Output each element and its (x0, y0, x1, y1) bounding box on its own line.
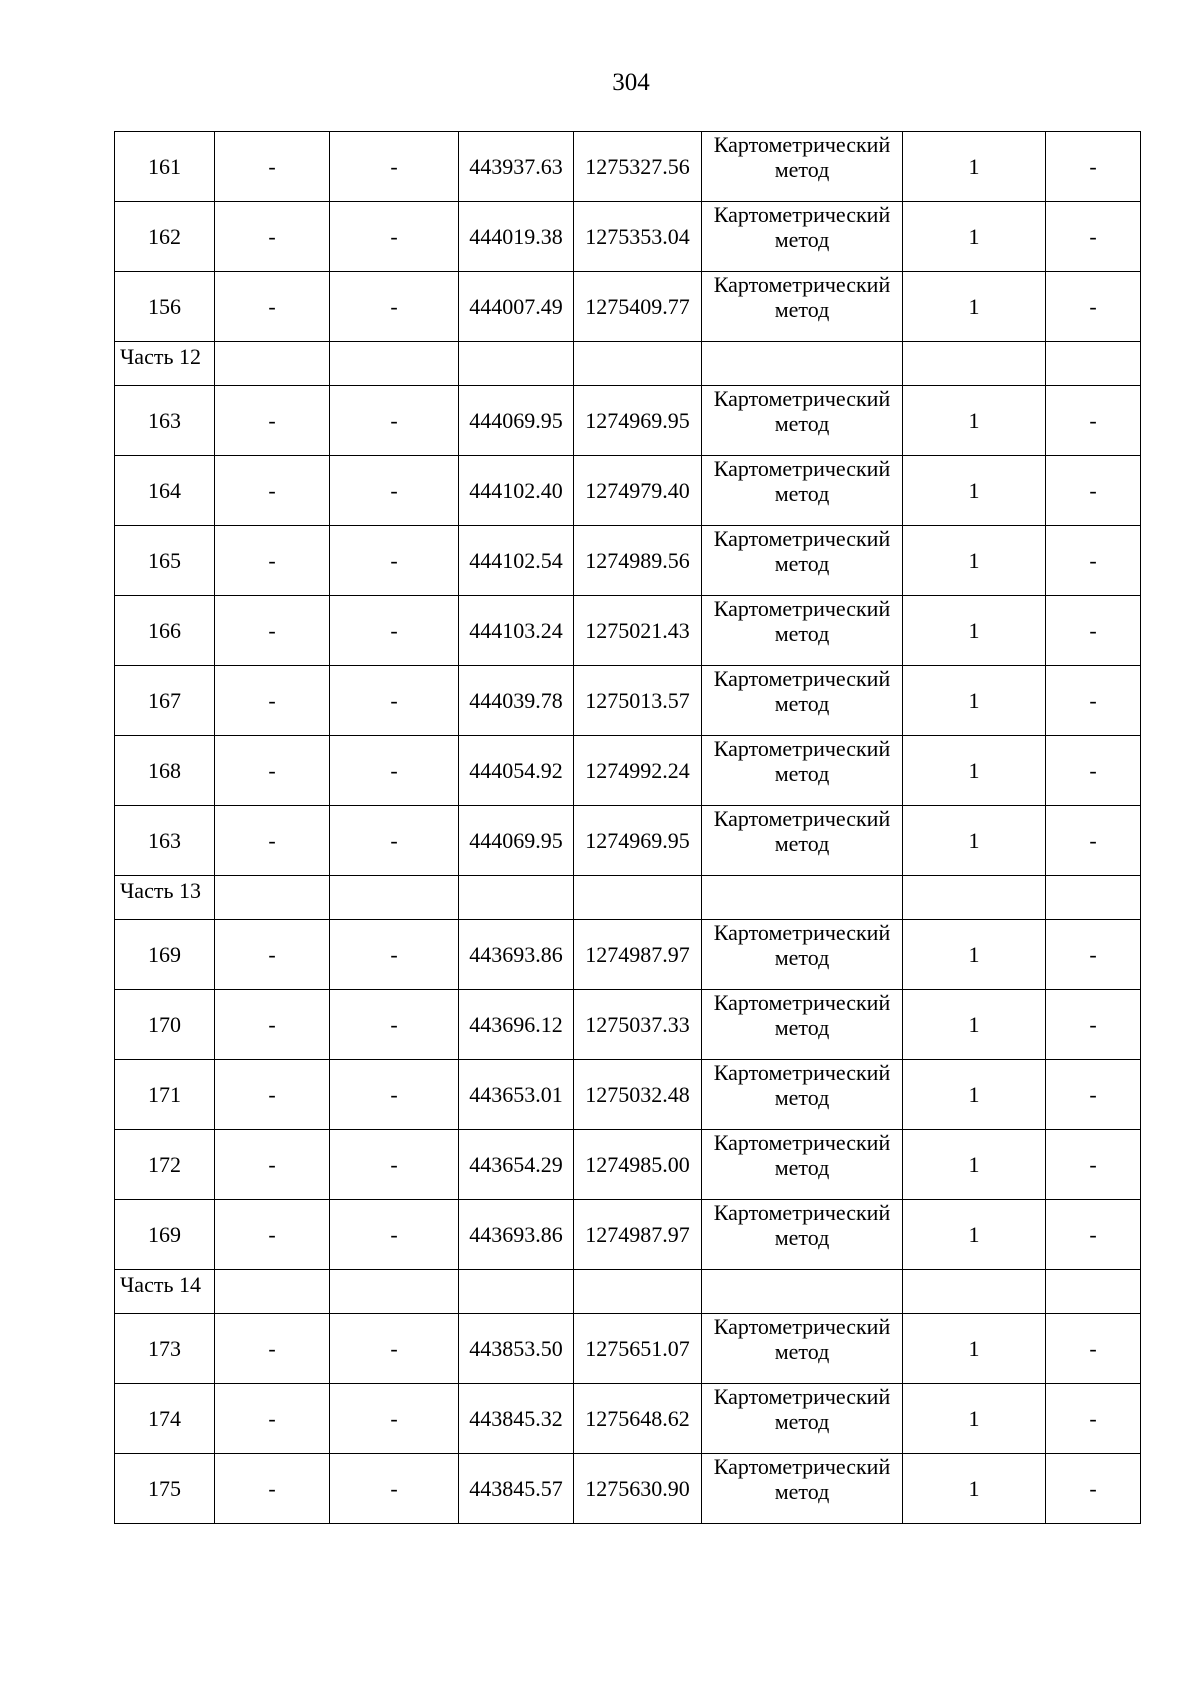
empty-cell (1046, 342, 1141, 386)
cell-dash: - (215, 596, 330, 666)
coordinate-x: 443853.50 (459, 1314, 574, 1384)
cell-dash: - (1046, 736, 1141, 806)
coordinate-y: 1275651.07 (574, 1314, 702, 1384)
method-line-2: метод (774, 481, 830, 506)
table-row (115, 526, 1141, 596)
cell-dash: - (1046, 1130, 1141, 1200)
accuracy-value: 1 (903, 736, 1046, 806)
empty-cell (459, 876, 574, 920)
accuracy-value: 1 (903, 1060, 1046, 1130)
table-row (115, 1060, 1141, 1130)
table-row (115, 990, 1141, 1060)
method-cell (702, 990, 903, 1060)
method-cell (702, 736, 903, 806)
cell-dash: - (1046, 1454, 1141, 1524)
method-cell (702, 1130, 903, 1200)
accuracy-value: 1 (903, 1200, 1046, 1270)
method-line-2: метод (774, 621, 830, 646)
coordinate-x: 443653.01 (459, 1060, 574, 1130)
method-line-2: метод (774, 691, 830, 716)
coordinate-x: 443937.63 (459, 132, 574, 202)
point-number: 164 (115, 456, 215, 526)
method-line-1: Картометрический (713, 1130, 891, 1155)
point-number: 165 (115, 526, 215, 596)
point-number: 174 (115, 1384, 215, 1454)
method-cell (702, 1454, 903, 1524)
point-number: 173 (115, 1314, 215, 1384)
table-row (115, 1130, 1141, 1200)
cell-dash: - (330, 666, 459, 736)
cell-dash: - (215, 1200, 330, 1270)
cell-dash: - (330, 596, 459, 666)
point-number: 156 (115, 272, 215, 342)
coordinate-y: 1274979.40 (574, 456, 702, 526)
cell-dash: - (215, 1454, 330, 1524)
empty-cell (1046, 876, 1141, 920)
cell-dash: - (1046, 456, 1141, 526)
method-cell (702, 596, 903, 666)
method-line-2: метод (774, 551, 830, 576)
method-line-1: Картометрический (713, 1200, 891, 1225)
part-header-row (115, 876, 1141, 920)
table-row (115, 1384, 1141, 1454)
empty-cell (702, 1270, 903, 1314)
empty-cell (330, 876, 459, 920)
point-number: 169 (115, 920, 215, 990)
cell-dash: - (330, 202, 459, 272)
empty-cell (215, 876, 330, 920)
method-cell (702, 132, 903, 202)
method-line-2: метод (774, 227, 830, 252)
cell-dash: - (215, 456, 330, 526)
cell-dash: - (330, 1314, 459, 1384)
coordinate-x: 443845.57 (459, 1454, 574, 1524)
coordinate-y: 1275630.90 (574, 1454, 702, 1524)
method-line-2: метод (774, 1225, 830, 1250)
method-line-2: метод (774, 1339, 830, 1364)
coordinate-y: 1275032.48 (574, 1060, 702, 1130)
coordinate-y: 1274987.97 (574, 920, 702, 990)
cell-dash: - (215, 666, 330, 736)
coordinate-y: 1275353.04 (574, 202, 702, 272)
coordinate-y: 1275021.43 (574, 596, 702, 666)
method-line-1: Картометрический (713, 596, 891, 621)
coordinate-x: 444007.49 (459, 272, 574, 342)
method-line-2: метод (774, 1085, 830, 1110)
cell-dash: - (215, 132, 330, 202)
point-number: 172 (115, 1130, 215, 1200)
part-header-row (115, 1270, 1141, 1314)
point-number: 163 (115, 386, 215, 456)
table-row (115, 1454, 1141, 1524)
point-number: 169 (115, 1200, 215, 1270)
coordinate-y: 1274969.95 (574, 386, 702, 456)
cell-dash: - (1046, 1384, 1141, 1454)
coordinate-x: 444069.95 (459, 806, 574, 876)
cell-dash: - (1046, 666, 1141, 736)
point-number: 168 (115, 736, 215, 806)
cell-dash: - (215, 920, 330, 990)
method-line-1: Картометрический (713, 526, 891, 551)
method-line-2: метод (774, 157, 830, 182)
method-line-2: метод (774, 411, 830, 436)
method-cell (702, 1200, 903, 1270)
coordinate-x: 443696.12 (459, 990, 574, 1060)
point-number: 175 (115, 1454, 215, 1524)
accuracy-value: 1 (903, 202, 1046, 272)
method-cell (702, 806, 903, 876)
point-number: 163 (115, 806, 215, 876)
part-header-row (115, 342, 1141, 386)
method-cell (702, 1384, 903, 1454)
coordinate-x: 443693.86 (459, 1200, 574, 1270)
method-line-1: Картометрический (713, 920, 891, 945)
cell-dash: - (330, 1454, 459, 1524)
cell-dash: - (1046, 1060, 1141, 1130)
accuracy-value: 1 (903, 990, 1046, 1060)
cell-dash: - (330, 1384, 459, 1454)
coordinate-y: 1274989.56 (574, 526, 702, 596)
coordinate-y: 1274992.24 (574, 736, 702, 806)
cell-dash: - (330, 456, 459, 526)
table-row (115, 806, 1141, 876)
coordinate-y: 1275037.33 (574, 990, 702, 1060)
accuracy-value: 1 (903, 596, 1046, 666)
method-line-1: Картометрический (713, 1314, 891, 1339)
table-row (115, 1200, 1141, 1270)
accuracy-value: 1 (903, 386, 1046, 456)
empty-cell (1046, 1270, 1141, 1314)
method-line-2: метод (774, 831, 830, 856)
cell-dash: - (330, 386, 459, 456)
point-number: 171 (115, 1060, 215, 1130)
method-line-1: Картометрический (713, 1454, 891, 1479)
method-cell (702, 526, 903, 596)
cell-dash: - (1046, 806, 1141, 876)
method-line-1: Картометрический (713, 456, 891, 481)
empty-cell (330, 342, 459, 386)
coordinate-y: 1274987.97 (574, 1200, 702, 1270)
method-line-1: Картометрический (713, 132, 891, 157)
method-cell (702, 456, 903, 526)
table-row (115, 132, 1141, 202)
cell-dash: - (1046, 1200, 1141, 1270)
cell-dash: - (1046, 386, 1141, 456)
coordinate-y: 1275409.77 (574, 272, 702, 342)
accuracy-value: 1 (903, 666, 1046, 736)
table-body (115, 132, 1141, 1524)
cell-dash: - (330, 526, 459, 596)
coordinate-x: 444103.24 (459, 596, 574, 666)
empty-cell (330, 1270, 459, 1314)
accuracy-value: 1 (903, 1130, 1046, 1200)
part-label: Часть 14 (115, 1270, 215, 1314)
table-row (115, 386, 1141, 456)
coordinate-y: 1275013.57 (574, 666, 702, 736)
cell-dash: - (330, 1060, 459, 1130)
coordinate-x: 444019.38 (459, 202, 574, 272)
point-number: 170 (115, 990, 215, 1060)
page-number: 304 (612, 69, 650, 96)
cell-dash: - (215, 1314, 330, 1384)
empty-cell (903, 1270, 1046, 1314)
method-cell (702, 666, 903, 736)
method-line-1: Картометрический (713, 272, 891, 297)
point-number: 167 (115, 666, 215, 736)
table-row (115, 736, 1141, 806)
point-number: 161 (115, 132, 215, 202)
empty-cell (215, 1270, 330, 1314)
cell-dash: - (1046, 990, 1141, 1060)
method-line-2: метод (774, 1155, 830, 1180)
coordinate-x: 444102.40 (459, 456, 574, 526)
part-label: Часть 13 (115, 876, 215, 920)
empty-cell (903, 876, 1046, 920)
cell-dash: - (330, 736, 459, 806)
method-line-1: Картометрический (713, 386, 891, 411)
cell-dash: - (1046, 920, 1141, 990)
cell-dash: - (330, 132, 459, 202)
accuracy-value: 1 (903, 526, 1046, 596)
coordinate-x: 443845.32 (459, 1384, 574, 1454)
cell-dash: - (1046, 202, 1141, 272)
accuracy-value: 1 (903, 272, 1046, 342)
empty-cell (702, 876, 903, 920)
cell-dash: - (215, 386, 330, 456)
accuracy-value: 1 (903, 806, 1046, 876)
accuracy-value: 1 (903, 456, 1046, 526)
cell-dash: - (215, 272, 330, 342)
coordinates-table (114, 131, 1141, 1524)
cell-dash: - (1046, 526, 1141, 596)
cell-dash: - (1046, 596, 1141, 666)
method-cell (702, 1314, 903, 1384)
accuracy-value: 1 (903, 1314, 1046, 1384)
table-row (115, 1314, 1141, 1384)
method-line-1: Картометрический (713, 666, 891, 691)
cell-dash: - (330, 1200, 459, 1270)
method-cell (702, 1060, 903, 1130)
empty-cell (459, 342, 574, 386)
method-line-1: Картометрический (713, 736, 891, 761)
empty-cell (574, 876, 702, 920)
coordinate-x: 444039.78 (459, 666, 574, 736)
method-cell (702, 386, 903, 456)
table-row (115, 596, 1141, 666)
method-line-2: метод (774, 297, 830, 322)
table-row (115, 456, 1141, 526)
empty-cell (574, 1270, 702, 1314)
cell-dash: - (1046, 272, 1141, 342)
table-row (115, 920, 1141, 990)
accuracy-value: 1 (903, 1384, 1046, 1454)
cell-dash: - (215, 1384, 330, 1454)
cell-dash: - (330, 990, 459, 1060)
coordinate-x: 444102.54 (459, 526, 574, 596)
coordinate-y: 1274969.95 (574, 806, 702, 876)
point-number: 166 (115, 596, 215, 666)
table-row (115, 202, 1141, 272)
point-number: 162 (115, 202, 215, 272)
method-line-2: метод (774, 1409, 830, 1434)
cell-dash: - (215, 736, 330, 806)
method-cell (702, 272, 903, 342)
cell-dash: - (215, 990, 330, 1060)
cell-dash: - (330, 1130, 459, 1200)
accuracy-value: 1 (903, 132, 1046, 202)
coordinate-x: 444069.95 (459, 386, 574, 456)
empty-cell (574, 342, 702, 386)
table-row (115, 272, 1141, 342)
cell-dash: - (330, 920, 459, 990)
cell-dash: - (1046, 1314, 1141, 1384)
method-line-1: Картометрический (713, 806, 891, 831)
empty-cell (459, 1270, 574, 1314)
cell-dash: - (215, 1130, 330, 1200)
cell-dash: - (1046, 132, 1141, 202)
method-line-2: метод (774, 761, 830, 786)
coordinate-x: 443654.29 (459, 1130, 574, 1200)
empty-cell (702, 342, 903, 386)
table-row (115, 666, 1141, 736)
method-line-1: Картометрический (713, 1384, 891, 1409)
cell-dash: - (215, 202, 330, 272)
coordinate-y: 1274985.00 (574, 1130, 702, 1200)
part-label: Часть 12 (115, 342, 215, 386)
method-line-2: метод (774, 1015, 830, 1040)
method-line-2: метод (774, 1479, 830, 1504)
accuracy-value: 1 (903, 1454, 1046, 1524)
accuracy-value: 1 (903, 920, 1046, 990)
method-cell (702, 202, 903, 272)
method-line-1: Картометрический (713, 990, 891, 1015)
cell-dash: - (330, 806, 459, 876)
coordinate-x: 444054.92 (459, 736, 574, 806)
empty-cell (903, 342, 1046, 386)
cell-dash: - (330, 272, 459, 342)
coordinate-x: 443693.86 (459, 920, 574, 990)
coordinate-y: 1275648.62 (574, 1384, 702, 1454)
method-cell (702, 920, 903, 990)
method-line-2: метод (774, 945, 830, 970)
coordinate-y: 1275327.56 (574, 132, 702, 202)
cell-dash: - (215, 526, 330, 596)
method-line-1: Картометрический (713, 202, 891, 227)
method-line-1: Картометрический (713, 1060, 891, 1085)
empty-cell (215, 342, 330, 386)
cell-dash: - (215, 806, 330, 876)
cell-dash: - (215, 1060, 330, 1130)
